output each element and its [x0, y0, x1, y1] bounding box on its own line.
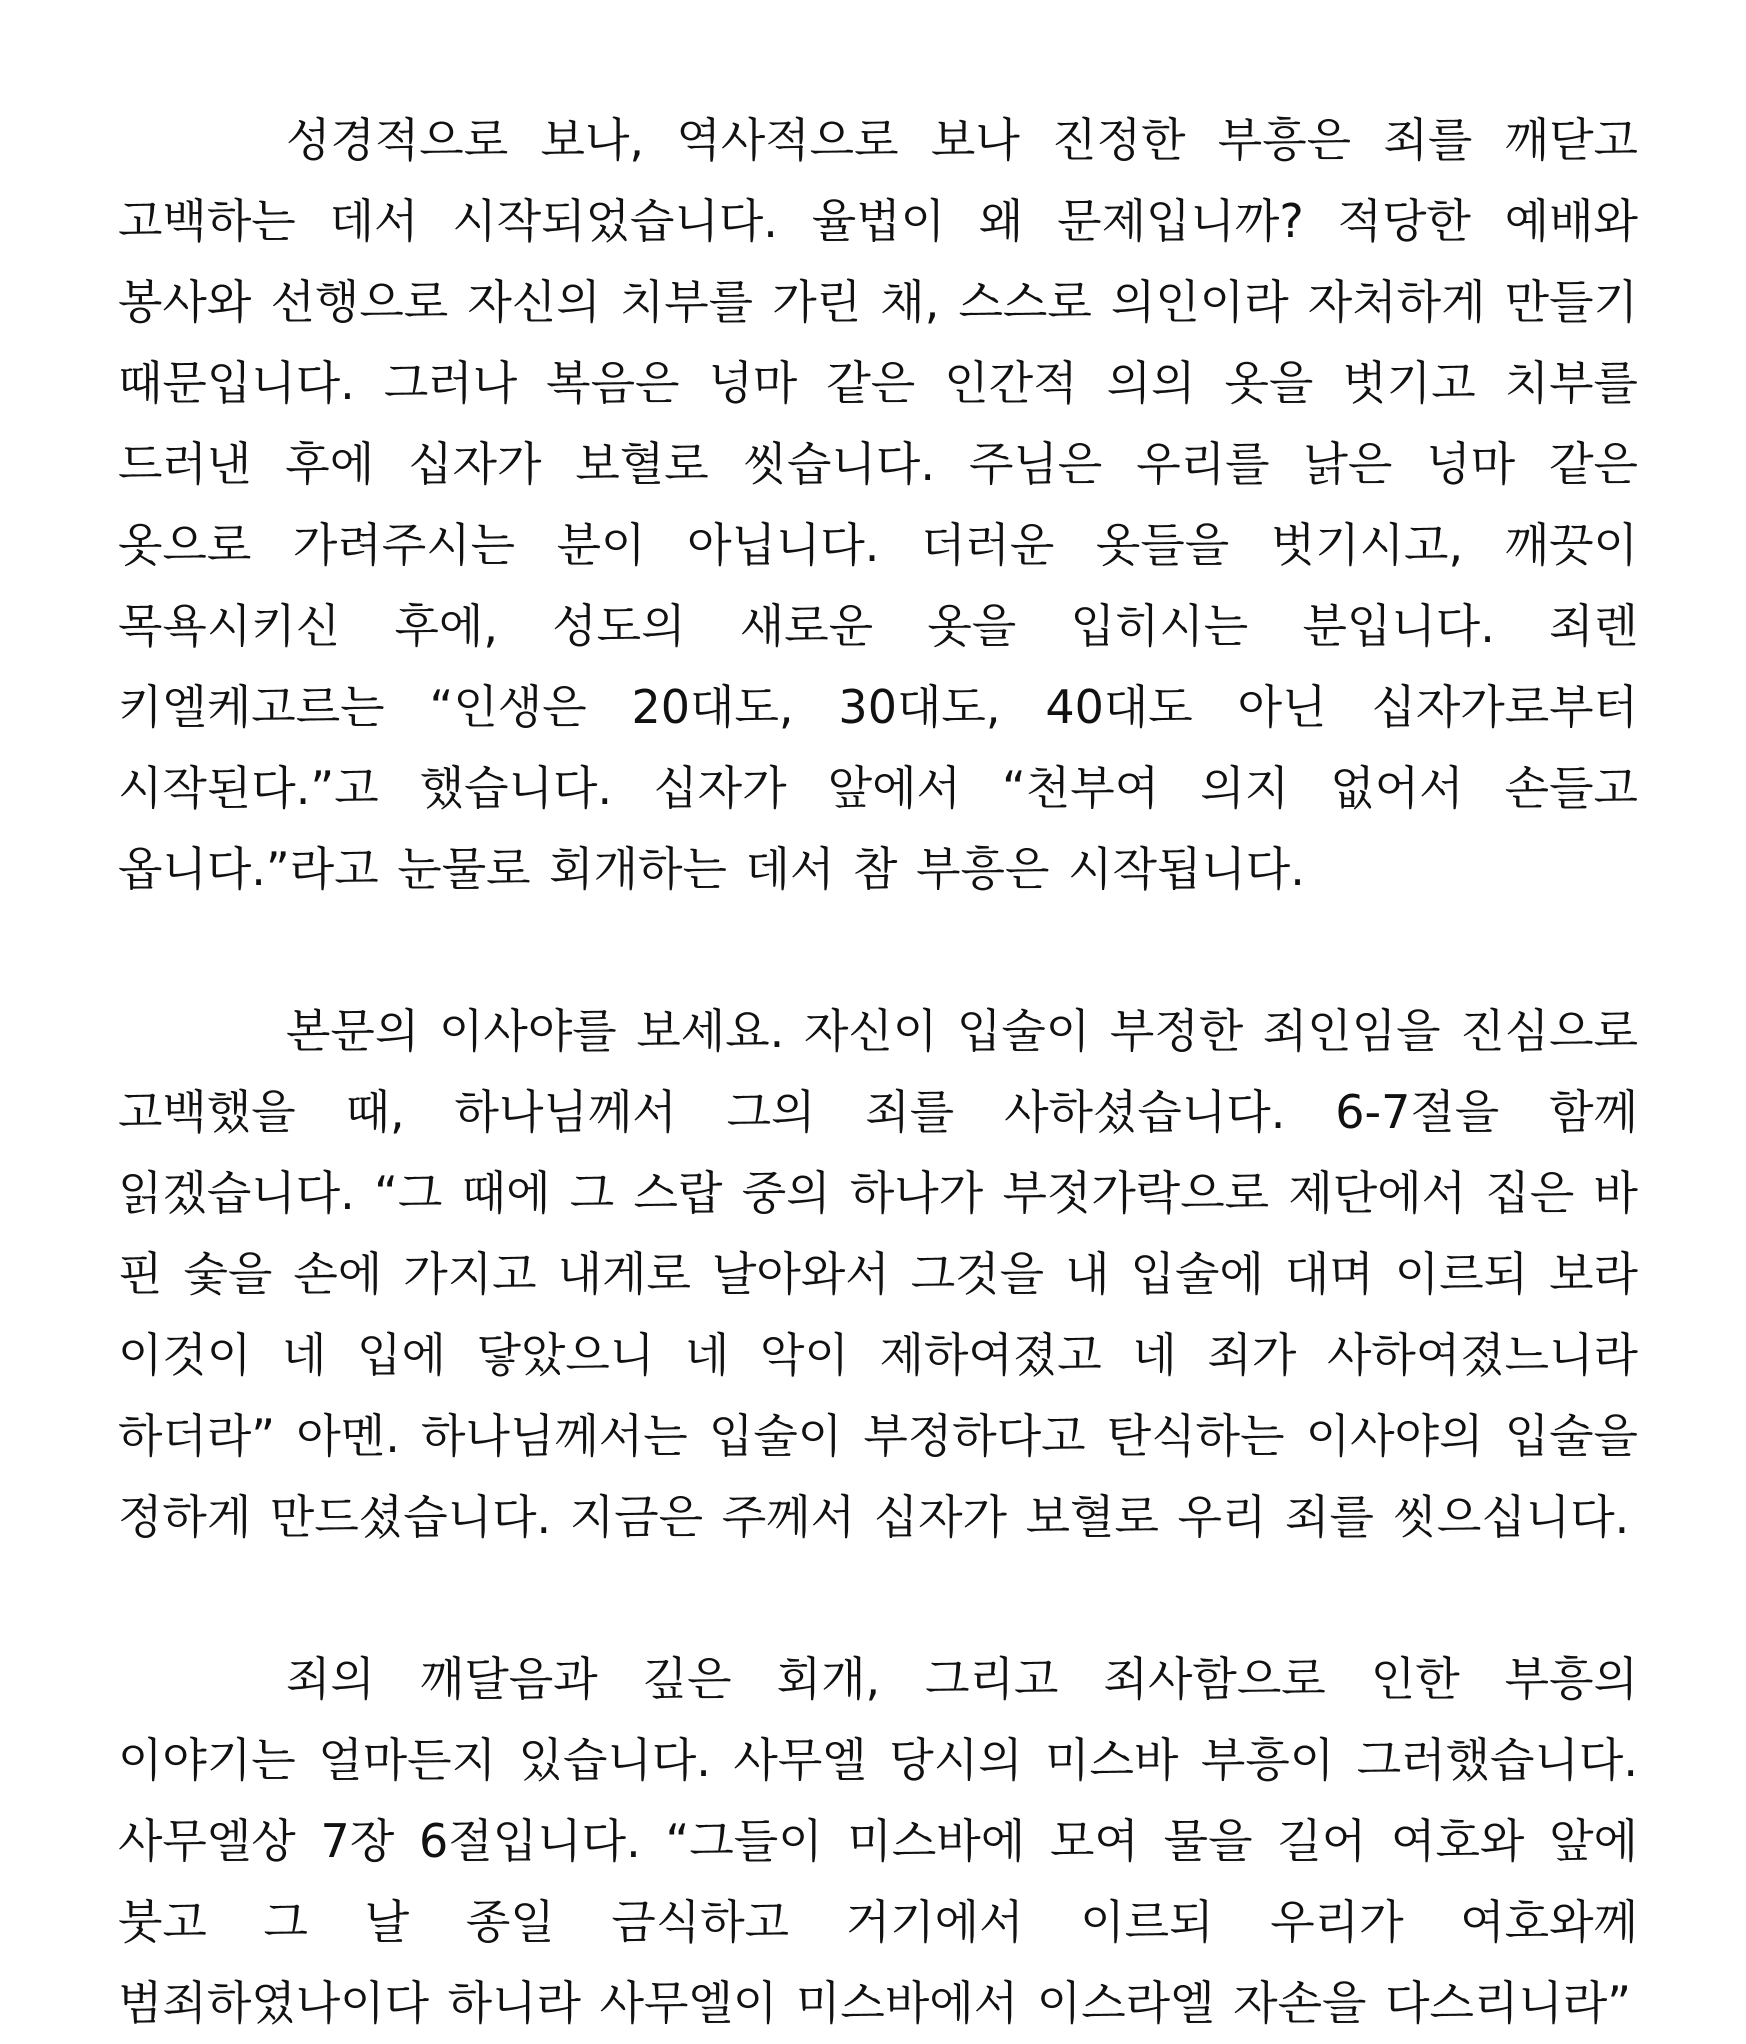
paragraph-isaiah-forgiveness: 본문의 이사야를 보세요. 자신이 입술이 부정한 죄인임을 진심으로 고백했을 때, 하나님께서 그의 죄를 사하셨습니다. 6-7절을 함께 읽겠습니다. “그 때에 그 스랍 중의 하나가 부젓가락으로 제단에서 집은 바 핀 숯을 손에 가지고 내게로 날아와서 그것을 내 입술에 대며 이르되 보라 이것이 네 입에 닿았으니 네 악이 제하여졌고 네 죄가 사하여졌느니라 하더라” 아멘. 하나님께서는 입술이 부정하다고 탄식하는 이사야의 입술을 정하게 만드셨습니다. 지금은 주께서 십자가 보혈로 우리 죄를 씻으십니다.: [118, 1004, 1638, 1544]
document-page: [118, 100, 1638, 2044]
paragraph-revival-confession: 성경적으로 보나, 역사적으로 보나 진정한 부흥은 죄를 깨닫고 고백하는 데서 시작되었습니다. 율법이 왜 문제입니까? 적당한 예배와 봉사와 선행으로 자신의 치부를 가린 채, 스스로 의인이라 자처하게 만들기 때문입니다. 그러나 복음은 넝마 같은 인간적 의의 옷을 벗기고 치부를 드러낸 후에 십자가 보혈로 씻습니다. 주님은 우리를 낡은 넝마 같은 옷으로 가려주시는 분이 아닙니다. 더러운 옷들을 벗기시고, 깨끗이 목욕시키신 후에, 성도의 새로운 옷을 입히시는 분입니다. 죄렌 키엘케고르는 “인생은 20대도, 30대도, 40대도 아닌 십자가로부터 시작된다.”고 했습니다. 십자가 앞에서 “천부여 의지 없어서 손들고 옵니다.”라고 눈물로 회개하는 데서 참 부흥은 시작됩니다.: [118, 113, 1638, 896]
paragraph-mizpah-revival: 죄의 깨달음과 깊은 회개, 그리고 죄사함으로 인한 부흥의 이야기는 얼마든지 있습니다. 사무엘 당시의 미스바 부흥이 그러했습니다. 사무엘상 7장 6절입니다. “그들이 미스바에 모여 물을 길어 여호와 앞에 붓고 그 날 종일 금식하고 거기에서 이르되 우리가 여호와께 범죄하였나이다 하니라 사무엘이 미스바에서 이스라엘 자손을 다스리니라”: [118, 1652, 1638, 2030]
